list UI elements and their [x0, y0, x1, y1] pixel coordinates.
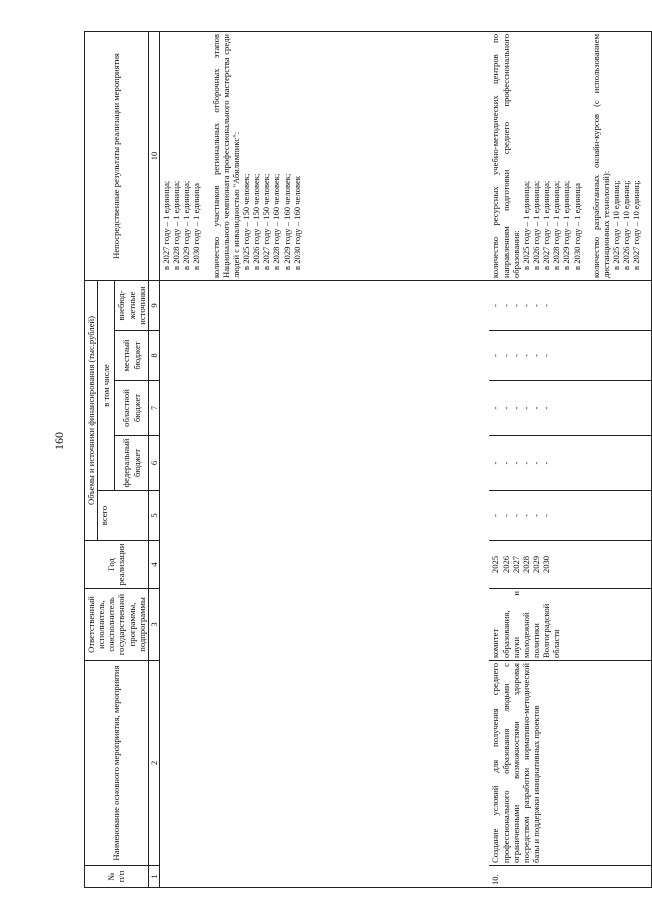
year: 2026 — [500, 555, 511, 574]
col-number: 3 — [148, 589, 159, 661]
result-title: количество участников региональных отборочных этапов Национального чемпионата профессионального мастерства среди людей с инвалидностью "Абилимпикс": — [210, 33, 241, 278]
row-executor: комитет образования, науки и молодежной политики Волгоградской области — [489, 589, 651, 661]
dash: - — [490, 304, 501, 307]
row-extra — [489, 280, 651, 330]
header-federal: федеральный бюджет — [115, 436, 148, 491]
col-number: 8 — [148, 331, 159, 381]
rotated-table-container — [84, 32, 642, 888]
row-years — [489, 541, 651, 589]
dash: - — [510, 304, 521, 307]
col-number: 7 — [148, 381, 159, 436]
result-line: в 2030 году – 1 единица — [571, 183, 582, 270]
col-number: 9 — [148, 280, 159, 330]
dash: - — [520, 461, 531, 465]
dash: - — [520, 514, 531, 517]
result-line: в 2028 году – 1 единица; — [171, 180, 182, 270]
row-name: Создание условий для получения среднего профессионального образования людьми с ограниченными возможностями здоровья посредством разработки нормативно-методической базы и поддержки инициативных проектов — [489, 661, 651, 866]
header-executor: Ответственный исполнитель, соисполнитель государственной программы, подпрограммы — [85, 589, 149, 661]
result-line: в 2027 году – 1 единица; — [541, 180, 552, 270]
result-title: количество разработанных онлайн-курсов (с использованием дистанционных технологий): — [590, 33, 611, 278]
dash: - — [490, 354, 501, 357]
result-line: в 2026 году – 150 человек; — [251, 173, 262, 270]
header-name: Наименование основного мероприятия, мероприятия — [85, 661, 149, 866]
result-title: количество ресурсных учебно-методических центров по направлениям подготовки среднего профессионального образования: — [490, 33, 521, 278]
dash: - — [531, 514, 542, 517]
col-number: 10 — [148, 31, 159, 280]
dash: - — [500, 304, 511, 307]
dash: - — [531, 304, 542, 307]
page-number: 160 — [52, 432, 66, 450]
dash: - — [541, 461, 552, 465]
col-number: 4 — [148, 541, 159, 589]
dash: - — [490, 406, 501, 410]
row-continuation-area — [159, 280, 489, 887]
table-row — [489, 31, 651, 887]
row-federal — [489, 436, 651, 491]
dash: - — [531, 461, 542, 465]
header-num: № п/п — [85, 866, 149, 888]
result-line: в 2027 году – 10 единиц; — [631, 180, 642, 270]
dash: - — [541, 406, 552, 410]
result-line: в 2025 году – 150 человек; — [240, 173, 251, 270]
results-cell — [489, 31, 651, 280]
result-line: в 2027 году – 1 единица; — [160, 180, 171, 270]
header-row-1 — [85, 31, 98, 887]
dash: - — [531, 354, 542, 357]
dash: - — [500, 406, 511, 410]
col-number: 2 — [148, 661, 159, 866]
result-line: в 2030 году – 1 единица — [191, 183, 202, 270]
header-regional: областной бюджет — [115, 381, 148, 436]
year: 2027 — [510, 555, 521, 574]
row-regional — [489, 381, 651, 436]
col-number: 6 — [148, 436, 159, 491]
dash: - — [541, 304, 552, 307]
col-number: 1 — [148, 866, 159, 888]
results-block-1 — [211, 34, 302, 278]
col-number: 5 — [148, 491, 159, 541]
year: 2025 — [490, 555, 501, 574]
year: 2028 — [520, 555, 531, 574]
result-line: в 2030 году – 160 человек — [291, 176, 302, 270]
result-line: в 2028 году – 160 человек; — [271, 173, 282, 270]
table-row — [159, 31, 489, 887]
dash: - — [500, 354, 511, 357]
dash: - — [500, 514, 511, 517]
dash: - — [541, 514, 552, 517]
result-line: в 2025 году – 10 единиц; — [611, 180, 622, 270]
dash: - — [520, 304, 531, 307]
header-year: Год реализации — [85, 541, 149, 589]
result-line: в 2025 году – 1 единица; — [520, 180, 531, 270]
header-including: в том числе — [98, 280, 115, 490]
dash: - — [490, 514, 501, 517]
result-line: в 2029 году – 160 человек; — [281, 173, 292, 270]
header-extra: внебюд-жетные источники — [115, 280, 148, 330]
row-local — [489, 331, 651, 381]
row-total — [489, 491, 651, 541]
dash: - — [531, 406, 542, 410]
year: 2029 — [531, 555, 542, 574]
results-cell — [159, 31, 489, 280]
result-line: в 2026 году – 10 единиц; — [621, 180, 632, 270]
column-number-row — [148, 31, 159, 887]
dash: - — [510, 514, 521, 517]
year: 2030 — [541, 555, 552, 574]
result-line: в 2029 году – 1 единица; — [181, 180, 192, 270]
header-total: всего — [98, 491, 149, 541]
result-line: в 2029 году – 1 единица; — [561, 180, 572, 270]
dash: - — [510, 461, 521, 465]
dash: - — [490, 461, 501, 465]
results-block-3 — [591, 34, 642, 278]
dash: - — [500, 461, 511, 465]
results-top-block — [161, 34, 202, 278]
dash: - — [520, 406, 531, 410]
header-local: местный бюджет — [115, 331, 148, 381]
funding-table — [84, 31, 652, 888]
dash: - — [520, 354, 531, 357]
row-num: 10. — [489, 866, 651, 888]
dash: - — [510, 354, 521, 357]
header-funding: Объемы и источники финансирования (тыс.рублей) — [85, 280, 98, 540]
result-line: в 2026 году – 1 единица; — [531, 180, 542, 270]
result-line: в 2028 году – 1 единица; — [551, 180, 562, 270]
dash: - — [510, 406, 521, 410]
results-block-2 — [490, 34, 581, 278]
result-line: в 2027 году – 150 человек; — [261, 173, 272, 270]
dash: - — [541, 354, 552, 357]
header-results: Непосредственные результаты реализации мероприятия — [85, 31, 149, 280]
